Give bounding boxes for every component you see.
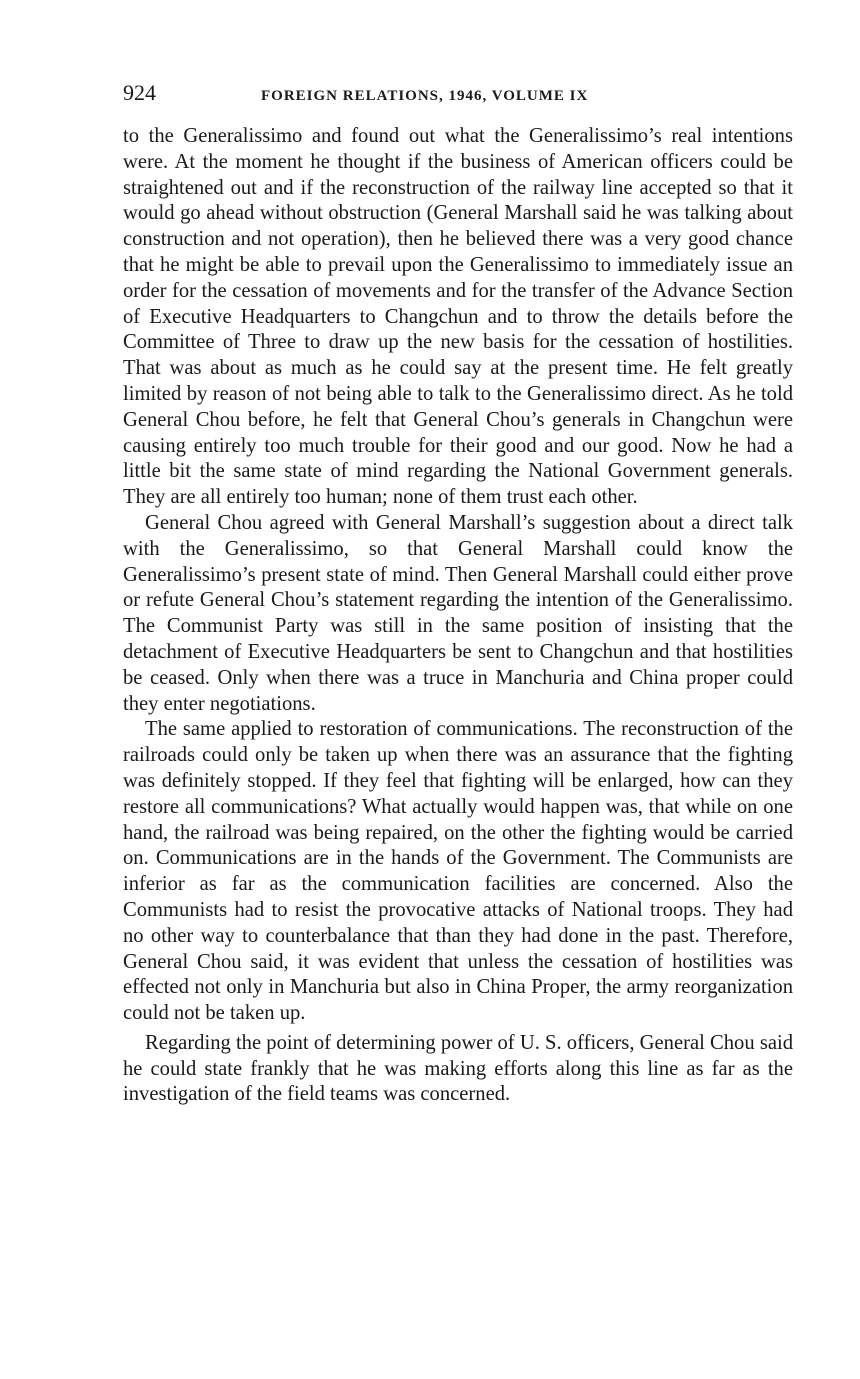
paragraph-continued: to the Generalissimo and found out what the Generalissimo’s real intentions were. At the moment he thought if the business of American officers could be straightened out and if the reconstruction of the railway line accepted so that it would go ahead without obstruction (General Marshall said he was talking about construction and not operation), then he believed there was a very good chance that he might be able to prevail upon the Generalissimo to immediately issue an order for the cessation of movements and for the transfer of the Advance Section of Executive Headquarters to Changchun and to throw the details before the Committee of Three to draw up the new basis for the cessation of hostilities. That was about as much as he could say at the present time. He felt greatly limited by reason of not being able to talk to the Generalissimo direct. As he told General Chou before, he felt that General Chou’s generals in Changchun were causing entirely too much trouble for their good and our good. Now he had a little bit the same state of mind regarding the National Government generals. They are all entirely too human; none of them trust each other. [123, 125, 793, 509]
paragraph-us-officers: Regarding the point of determining power of U. S. officers, General Chou said he could state frankly that he was making efforts along this line as far as the investigation of the field teams was concerned. [123, 1031, 793, 1106]
page-number: 924 [123, 80, 156, 105]
paragraph-chou-agreement: General Chou agreed with General Marshall’s suggestion about a direct talk with the Generalissimo, so that General Marshall could know the Generalissimo’s present state of mind. Then General Marshall could either prove or refute General Chou’s statement regarding the intention of the Generalissimo. The Communist Party was still in the same position of insisting that the detachment of Executive Headquarters be sent to Changchun and that hostilities be ceased. Only when there was a truce in Manchuria and China proper could they enter negotiations. [123, 511, 793, 715]
body-text [123, 124, 793, 1108]
document-page [123, 80, 793, 1108]
running-head-title: FOREIGN RELATIONS, 1946, VOLUME IX [261, 88, 589, 104]
paragraph-communications: The same applied to restoration of communications. The reconstruction of the railroads could only be taken up when there was an assurance that the fighting was definitely stopped. If they feel that fighting will be enlarged, how can they restore all communications? What actually would happen was, that while on one hand, the railroad was being repaired, on the other the fighting would be carried on. Communications are in the hands of the Government. The Communists are inferior as far as the communication facilities are concerned. Also the Communists had to resist the provocative attacks of National troops. They had no other way to counterbalance that than they had done in the past. Therefore, General Chou said, it was evident that unless the cessation of hostilities was effected not only in Manchuria but also in China Proper, the army reorganization could not be taken up. [123, 718, 793, 1025]
running-head [123, 80, 793, 110]
